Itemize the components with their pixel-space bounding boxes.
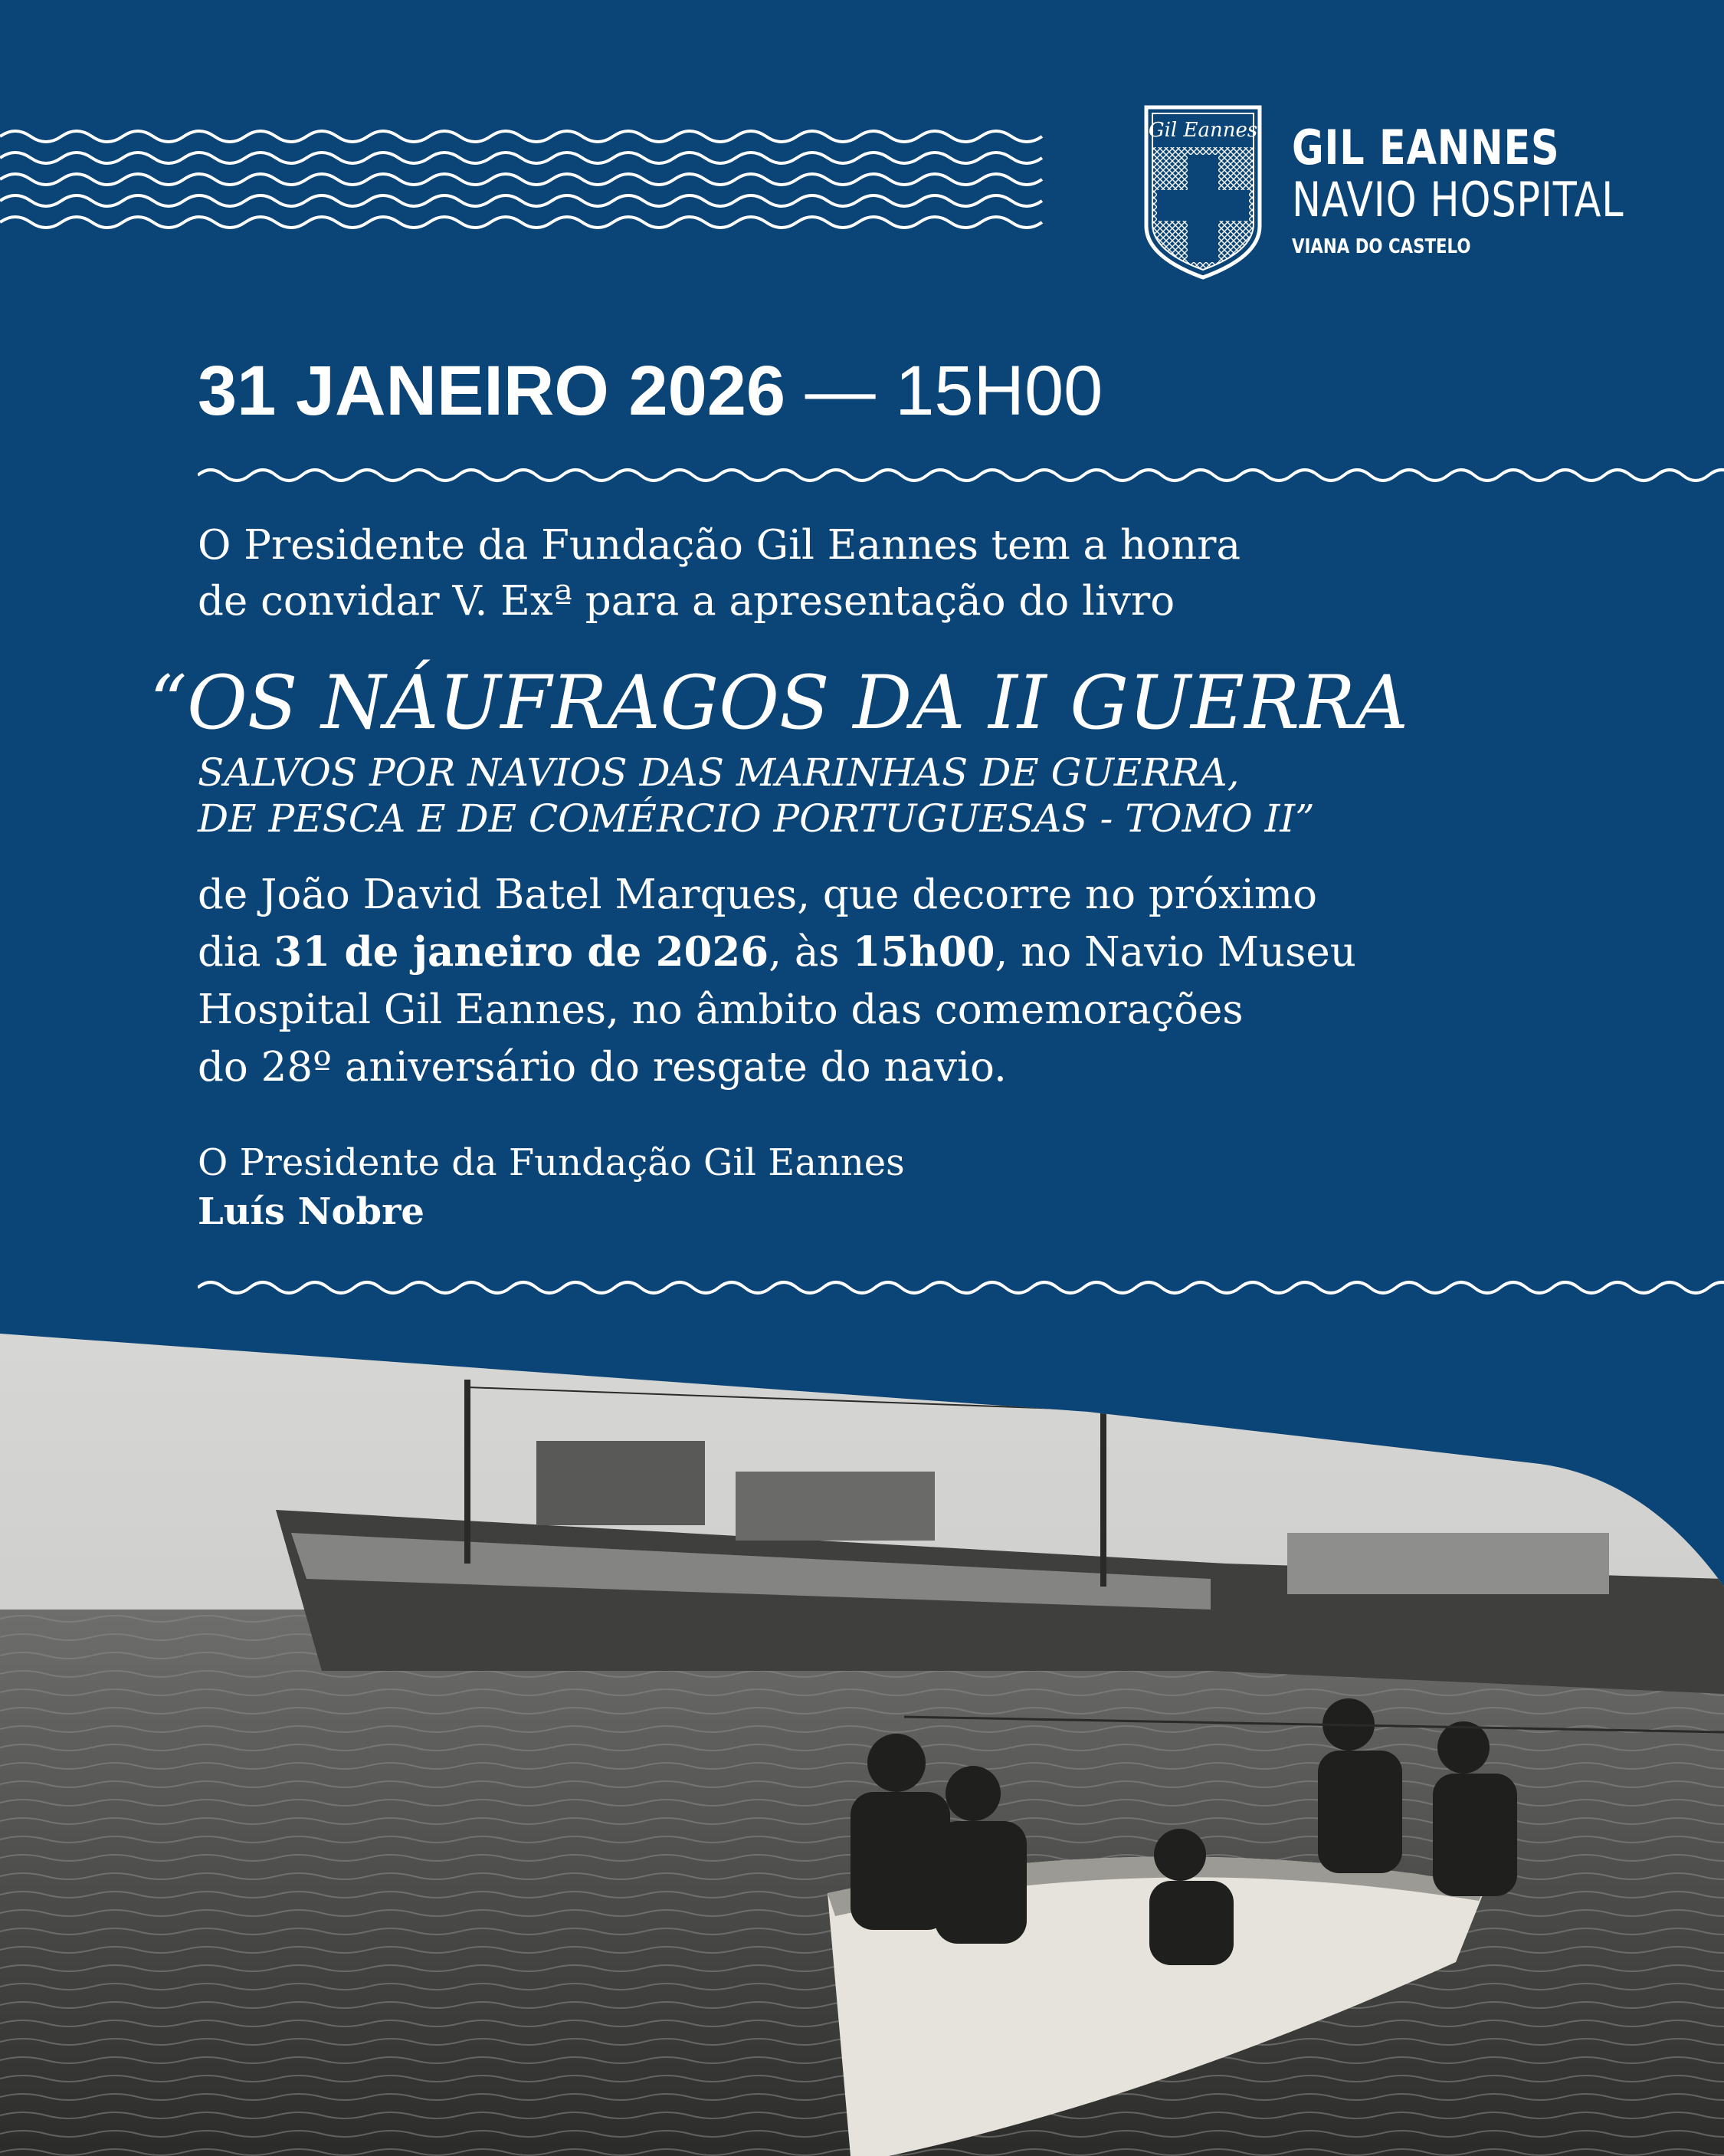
- date-separator: —: [785, 352, 896, 430]
- details-line: de João David Batel Marques, que decorre no próximo: [198, 871, 1318, 918]
- event-time: 15H00: [895, 352, 1103, 430]
- details-line: do 28º aniversário do resgate do navio.: [198, 1044, 1007, 1091]
- details-time: 15h00: [852, 928, 995, 976]
- logo-name: GIL EANNES: [1292, 120, 1560, 176]
- event-date-time: [198, 349, 1103, 433]
- logo-location: VIANA DO CASTELO: [1292, 235, 1471, 258]
- subtitle-line: SALVOS POR NAVIOS DAS MARINHAS DE GUERRA,: [198, 750, 1240, 795]
- book-title: “OS NÁUFRAGOS DA II GUERRA: [149, 660, 1408, 746]
- invitation-details: [198, 866, 1356, 1096]
- signoff: [198, 1138, 905, 1236]
- logo-shield-script: Gil Eannes: [1148, 119, 1258, 142]
- details-line: dia 31 de janeiro de 2026, às 15h00, no Navio Museu: [198, 928, 1356, 976]
- shield-cross-icon: [1142, 100, 1264, 284]
- historic-photo-lifeboat-ships: [0, 1334, 1724, 2156]
- signoff-name: Luís Nobre: [198, 1190, 424, 1233]
- details-line: Hospital Gil Eannes, no âmbito das comemorações: [198, 986, 1244, 1033]
- intro-line: O Presidente da Fundação Gil Eannes tem a honra: [198, 522, 1241, 569]
- wave-divider: [198, 1272, 1724, 1303]
- event-date: 31 JANEIRO 2026: [198, 352, 786, 430]
- logo-subtitle: NAVIO HOSPITAL: [1292, 172, 1624, 228]
- wave-divider: [198, 460, 1724, 491]
- book-subtitle: [198, 750, 1315, 842]
- wave-pattern-decoration: [0, 115, 1057, 238]
- subtitle-line: DE PESCA E DE COMÉRCIO PORTUGUESAS - TOMO II”: [198, 796, 1315, 841]
- gil-eannes-logo: [1142, 100, 1647, 291]
- details-date: 31 de janeiro de 2026: [274, 928, 769, 976]
- invitation-intro: [198, 517, 1241, 629]
- signoff-role: O Presidente da Fundação Gil Eannes: [198, 1141, 905, 1184]
- intro-line: de convidar V. Exª para a apresentação do livro: [198, 578, 1175, 625]
